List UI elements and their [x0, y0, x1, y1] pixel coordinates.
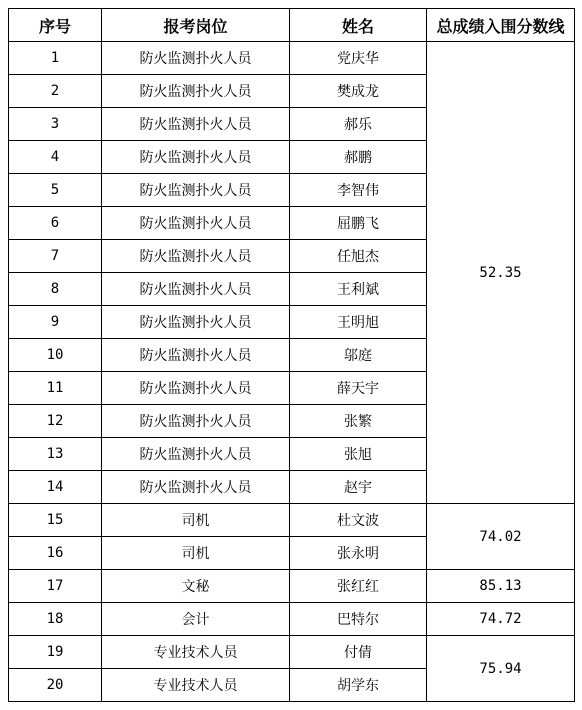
cell-position: 防火监测扑火人员 — [102, 339, 290, 372]
cell-name: 邬庭 — [290, 339, 427, 372]
cell-position: 防火监测扑火人员 — [102, 75, 290, 108]
score-table — [8, 8, 575, 702]
cell-name: 王利斌 — [290, 273, 427, 306]
cell-name: 张旭 — [290, 438, 427, 471]
table-row — [9, 570, 575, 603]
cell-position: 防火监测扑火人员 — [102, 306, 290, 339]
header-score: 总成绩入围分数线 — [427, 9, 575, 42]
cell-no: 17 — [9, 570, 102, 603]
cell-no: 14 — [9, 471, 102, 504]
cell-position: 防火监测扑火人员 — [102, 108, 290, 141]
header-position: 报考岗位 — [102, 9, 290, 42]
cell-name: 郝鹏 — [290, 141, 427, 174]
cell-name: 付倩 — [290, 636, 427, 669]
cell-name: 王明旭 — [290, 306, 427, 339]
cell-score: 75.94 — [427, 636, 575, 702]
cell-no: 16 — [9, 537, 102, 570]
cell-no: 8 — [9, 273, 102, 306]
cell-no: 12 — [9, 405, 102, 438]
cell-position: 防火监测扑火人员 — [102, 207, 290, 240]
cell-name: 张繁 — [290, 405, 427, 438]
cell-position: 防火监测扑火人员 — [102, 141, 290, 174]
cell-no: 5 — [9, 174, 102, 207]
cell-no: 1 — [9, 42, 102, 75]
table-row — [9, 504, 575, 537]
cell-score: 52.35 — [427, 42, 575, 504]
cell-name: 张永明 — [290, 537, 427, 570]
cell-name: 杜文波 — [290, 504, 427, 537]
cell-name: 巴特尔 — [290, 603, 427, 636]
cell-name: 郝乐 — [290, 108, 427, 141]
cell-no: 9 — [9, 306, 102, 339]
cell-position: 司机 — [102, 537, 290, 570]
cell-position: 会计 — [102, 603, 290, 636]
cell-score: 74.72 — [427, 603, 575, 636]
cell-name: 李智伟 — [290, 174, 427, 207]
cell-position: 防火监测扑火人员 — [102, 42, 290, 75]
cell-no: 10 — [9, 339, 102, 372]
cell-name: 张红红 — [290, 570, 427, 603]
cell-name: 樊成龙 — [290, 75, 427, 108]
cell-name: 屈鹏飞 — [290, 207, 427, 240]
header-no: 序号 — [9, 9, 102, 42]
cell-position: 防火监测扑火人员 — [102, 174, 290, 207]
table-row — [9, 42, 575, 75]
cell-position: 司机 — [102, 504, 290, 537]
cell-position: 防火监测扑火人员 — [102, 372, 290, 405]
cell-name: 薛天宇 — [290, 372, 427, 405]
cell-score: 85.13 — [427, 570, 575, 603]
cell-no: 15 — [9, 504, 102, 537]
cell-position: 防火监测扑火人员 — [102, 438, 290, 471]
cell-no: 18 — [9, 603, 102, 636]
cell-no: 4 — [9, 141, 102, 174]
cell-no: 6 — [9, 207, 102, 240]
cell-no: 13 — [9, 438, 102, 471]
cell-position: 防火监测扑火人员 — [102, 471, 290, 504]
cell-position: 文秘 — [102, 570, 290, 603]
cell-no: 7 — [9, 240, 102, 273]
cell-name: 党庆华 — [290, 42, 427, 75]
cell-position: 专业技术人员 — [102, 636, 290, 669]
cell-name: 胡学东 — [290, 669, 427, 702]
cell-position: 防火监测扑火人员 — [102, 240, 290, 273]
cell-score: 74.02 — [427, 504, 575, 570]
cell-no: 2 — [9, 75, 102, 108]
cell-no: 19 — [9, 636, 102, 669]
table-row — [9, 603, 575, 636]
header-name: 姓名 — [290, 9, 427, 42]
header-row — [9, 9, 575, 42]
cell-position: 防火监测扑火人员 — [102, 405, 290, 438]
cell-no: 11 — [9, 372, 102, 405]
cell-position: 专业技术人员 — [102, 669, 290, 702]
cell-no: 20 — [9, 669, 102, 702]
cell-name: 任旭杰 — [290, 240, 427, 273]
cell-position: 防火监测扑火人员 — [102, 273, 290, 306]
cell-name: 赵宇 — [290, 471, 427, 504]
cell-no: 3 — [9, 108, 102, 141]
table-row — [9, 636, 575, 669]
